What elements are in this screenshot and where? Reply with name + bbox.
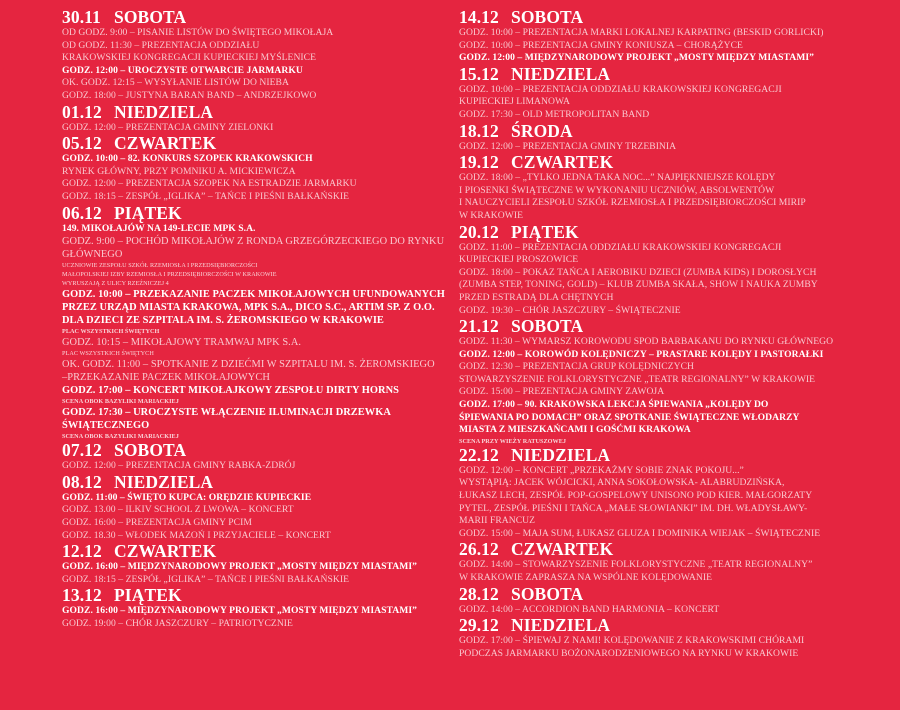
day-weekday: NIEDZIELA bbox=[114, 471, 214, 492]
day-weekday: SOBOTA bbox=[511, 316, 584, 337]
event-line: GODZ. 11:00 – PREZENTACJA ODDZIAŁU KRAKOWSKIEJ KONGREGACJI bbox=[459, 241, 782, 253]
event-note: PLAC WSZYSTKICH ŚWIĘTYCH bbox=[62, 350, 154, 358]
event-line: GODZ. 17:00 – 90. KRAKOWSKA LEKCJA ŚPIEWANIA „KOLĘDY DO bbox=[459, 399, 769, 411]
day-heading bbox=[62, 103, 442, 122]
day-date: 19.12 bbox=[459, 152, 499, 173]
day-date: 13.12 bbox=[62, 585, 102, 606]
day-block bbox=[62, 473, 442, 542]
event-line: PRZEZ URZĄD MIASTA KRAKOWA, MPK S.A., DICO S.C., ARTIM SP. Z O.O. bbox=[62, 302, 435, 314]
day-heading bbox=[459, 616, 899, 635]
event-line: GODZ. 12:00 – PREZENTACJA GMINY TRZEBINIA bbox=[459, 140, 677, 152]
day-date: 14.12 bbox=[459, 7, 499, 27]
day-date: 21.12 bbox=[459, 316, 499, 337]
event-line: GODZ. 19:30 – CHÓR JASZCZURY – ŚWIĄTECZNIE bbox=[459, 304, 681, 316]
schedule-column-right bbox=[459, 8, 899, 660]
event-note: PLAC WSZYSTKICH ŚWIĘTYCH bbox=[62, 328, 160, 336]
event-note: SCENA PRZY WIEŻY RATUSZOWEJ bbox=[459, 437, 567, 445]
day-heading bbox=[62, 473, 442, 492]
event-line: GODZ. 14:00 – ACCORDION BAND HARMONIA – KONCERT bbox=[459, 603, 720, 615]
schedule-column-left bbox=[62, 7, 445, 630]
day-heading bbox=[62, 441, 442, 460]
event-line: GODZ. 12:00 – KONCERT „PRZEKAŻMY SOBIE ZNAK POKOJU...” bbox=[459, 464, 744, 476]
day-heading bbox=[62, 586, 442, 605]
event-line: KRAKOWSKIEJ KONGREGACJI KUPIECKIEJ MYŚLENICE bbox=[62, 52, 317, 64]
event-line: GODZ. 10:00 – PREZENTACJA ODDZIAŁU KRAKOWSKIEJ KONGREGACJI bbox=[459, 83, 782, 95]
day-date: 29.12 bbox=[459, 615, 499, 636]
day-block bbox=[62, 202, 445, 442]
day-date: 28.12 bbox=[459, 583, 499, 604]
day-block bbox=[459, 616, 899, 660]
day-weekday: CZWARTEK bbox=[114, 541, 217, 562]
day-block bbox=[459, 585, 899, 617]
day-date: 26.12 bbox=[459, 539, 499, 560]
day-block bbox=[62, 586, 442, 630]
day-date: 07.12 bbox=[62, 440, 102, 461]
event-line: OK. GODZ. 12:15 – WYSYŁANIE LISTÓW DO NIEBA bbox=[62, 77, 289, 89]
day-date: 22.12 bbox=[459, 444, 499, 465]
event-line: GODZ. 18:15 – ZESPÓŁ „IGLIKA” – TAŃCE I PIEŚNI BAŁKAŃSKIE bbox=[62, 190, 350, 202]
event-line: OD GODZ. 11:30 – PREZENTACJA ODDZIAŁU bbox=[62, 39, 260, 51]
day-block bbox=[62, 8, 442, 103]
event-line: GODZ. 9:00 – POCHÓD MIKOŁAJÓW Z RONDA GRZEGÓRZECKIEGO DO RYNKU bbox=[62, 236, 445, 248]
event-line: W KRAKOWIE ZAPRASZA NA WSPÓLNE KOLĘDOWANIE bbox=[459, 572, 713, 583]
day-heading bbox=[459, 223, 899, 242]
event-line: GODZ. 17:00 – ŚPIEWAJ Z NAMI! KOLĘDOWANIE Z KRAKOWSKIMI CHÓRAMI bbox=[459, 635, 805, 647]
day-weekday: PIĄTEK bbox=[114, 585, 182, 606]
event-line: GODZ. 18:00 – POKAZ TAŃCA I AEROBIKU DZIECI (ZUMBA KIDS) I DOROSŁYCH bbox=[459, 266, 817, 278]
day-weekday: CZWARTEK bbox=[511, 152, 614, 173]
event-line: –PRZEKAZANIE PACZEK MIKOŁAJOWYCH bbox=[62, 372, 270, 384]
day-weekday: PIĄTEK bbox=[114, 202, 182, 223]
day-date: 08.12 bbox=[62, 471, 102, 492]
day-date: 12.12 bbox=[62, 541, 102, 562]
day-heading bbox=[459, 65, 899, 84]
event-line: PYTEL, ZESPÓŁ PIEŚNI I TAŃCA „MAŁE SŁOWIANKI” IM. DH. WŁADYSŁAWY- bbox=[459, 502, 808, 514]
day-block bbox=[459, 65, 899, 122]
event-line: GODZ. 14:00 – STOWARZYSZENIE FOLKLORYSTYCZNE „TEATR REGIONALNY” bbox=[459, 559, 813, 571]
day-weekday: SOBOTA bbox=[114, 7, 187, 27]
day-weekday: PIĄTEK bbox=[511, 221, 579, 242]
day-heading bbox=[459, 585, 899, 604]
event-line: MIASTA Z MIESZKAŃCAMI I GOŚĆMI KRAKOWA bbox=[459, 424, 691, 436]
event-note: SCENA OBOK BAZYLIKI MARIACKIEJ bbox=[62, 398, 179, 406]
day-block bbox=[459, 540, 899, 584]
event-line: DLA DZIECI ZE SZPITALA IM. S. ŻEROMSKIEGO W KRAKOWIE bbox=[62, 315, 384, 327]
event-line: GODZ. 15:00 – PREZENTACJA GMINY ZAWOJA bbox=[459, 386, 665, 398]
day-date: 05.12 bbox=[62, 133, 102, 154]
event-line: GODZ. 10:00 – PREZENTACJA MARKI LOKALNEJ KARPATING (BESKID GORLICKI) bbox=[459, 27, 824, 38]
day-weekday: CZWARTEK bbox=[511, 539, 614, 560]
event-line: ŚWIĄTECZNEGO bbox=[62, 420, 150, 432]
event-line: GODZ. 13.00 – ILKIV SCHOOL Z LWOWA – KONCERT bbox=[62, 504, 294, 516]
event-line: GODZ. 10:00 – PREZENTACJA GMINY KONIUSZA – CHORĄŻYCE bbox=[459, 39, 743, 51]
event-line: OK. GODZ. 11:00 – SPOTKANIE Z DZIEĆMI W SZPITALU IM. S. ŻEROMSKIEGO bbox=[62, 359, 435, 371]
day-weekday: ŚRODA bbox=[511, 120, 573, 141]
event-line: GODZ. 12:00 – PREZENTACJA SZOPEK NA ESTRADZIE JARMARKU bbox=[62, 178, 357, 190]
day-date: 18.12 bbox=[459, 120, 499, 141]
event-line: GODZ. 17:00 – KONCERT MIKOŁAJKOWY ZESPOŁU DIRTY HORNS bbox=[62, 385, 399, 397]
day-weekday: SOBOTA bbox=[511, 583, 584, 604]
event-line: ŚPIEWANIA PO DOMACH” ORAZ SPOTKANIE ŚWIĄTECZNE WŁODARZY bbox=[459, 411, 800, 423]
day-weekday: SOBOTA bbox=[511, 7, 584, 27]
event-line: GODZ. 12:30 – PREZENTACJA GRUP KOLĘDNICZYCH bbox=[459, 361, 695, 373]
event-line: GODZ. 18.30 – WŁODEK MAZOŃ I PRZYJACIELE – KONCERT bbox=[62, 529, 331, 541]
day-heading bbox=[459, 446, 899, 465]
day-block bbox=[459, 122, 899, 154]
event-note: MAŁOPOLSKIEJ IZBY RZEMIOSŁA I PRZEDSIĘBIORCZOŚCI W KRAKOWIE bbox=[62, 271, 277, 279]
event-line: I PIOSENKI ŚWIĄTECZNE W WYKONANIU UCZNIÓW, ABSOLWENTÓW bbox=[459, 184, 775, 196]
event-line: GODZ. 18:00 – JUSTYNA BARAN BAND – ANDRZEJKOWO bbox=[62, 89, 317, 101]
event-line: GODZ. 17:30 – UROCZYSTE WŁĄCZENIE ILUMINACJI DRZEWKA bbox=[62, 407, 391, 419]
day-weekday: NIEDZIELA bbox=[511, 63, 611, 84]
event-line: GODZ. 16:00 – MIĘDZYNARODOWY PROJEKT „MOSTY MIĘDZY MIASTAMI” bbox=[62, 561, 417, 573]
event-line: KUPIECKIEJ PROSZOWICE bbox=[459, 254, 579, 266]
event-line: W KRAKOWIE bbox=[459, 209, 524, 221]
day-block bbox=[62, 103, 442, 135]
event-line: OD GODZ. 9:00 – PISANIE LISTÓW DO ŚWIĘTEGO MIKOŁAJA bbox=[62, 27, 334, 38]
day-block bbox=[459, 317, 899, 446]
event-note: SCENA OBOK BAZYLIKI MARIACKIEJ bbox=[62, 433, 179, 441]
day-heading bbox=[62, 204, 442, 223]
day-date: 15.12 bbox=[459, 63, 499, 84]
event-line: MARII FRANCUZ bbox=[459, 515, 536, 527]
day-block bbox=[62, 134, 442, 203]
event-line: GODZ. 18:15 – ZESPÓŁ „IGLIKA” – TAŃCE I PIEŚNI BAŁKAŃSKIE bbox=[62, 573, 350, 585]
event-line: GODZ. 10:15 – MIKOŁAJOWY TRAMWAJ MPK S.A. bbox=[62, 337, 302, 349]
event-line: GŁÓWNEGO bbox=[62, 249, 123, 261]
event-line: GODZ. 11:00 – ŚWIĘTO KUPCA: ORĘDZIE KUPIECKIE bbox=[62, 491, 312, 503]
event-line: (ZUMBA STEP, TONING, GOLD) – KLUB ZUMBA SKAŁA, SHOW I NAUKA ZUMBY bbox=[459, 279, 818, 291]
day-weekday: SOBOTA bbox=[114, 440, 187, 461]
event-note: UCZNIOWIE ZESPOŁU SZKÓŁ RZEMIOSŁA I PRZEDSIĘBIORCZOŚCI bbox=[62, 262, 258, 270]
day-weekday: NIEDZIELA bbox=[511, 444, 611, 465]
day-heading bbox=[459, 8, 899, 27]
event-line: GODZ. 10:00 – PRZEKAZANIE PACZEK MIKOŁAJOWYCH UFUNDOWANYCH bbox=[62, 289, 445, 301]
day-heading bbox=[62, 542, 442, 561]
day-heading bbox=[62, 134, 442, 153]
day-weekday: NIEDZIELA bbox=[511, 615, 611, 636]
day-block bbox=[459, 223, 899, 318]
day-block bbox=[62, 542, 442, 586]
day-block bbox=[62, 441, 442, 473]
event-note: WYRUSZAJĄ Z ULICY RZEŹNICZEJ 4 bbox=[62, 280, 169, 288]
event-line: WYSTĄPIĄ: JACEK WÓJCICKI, ANNA SOKOŁOWSKA- ALABRUDZIŃSKA, bbox=[459, 477, 785, 489]
day-heading bbox=[459, 540, 899, 559]
day-block bbox=[459, 8, 899, 65]
event-line: STOWARZYSZENIE FOLKLORYSTYCZNE „TEATR REGIONALNY” W KRAKOWIE bbox=[459, 373, 816, 385]
event-line: GODZ. 16:00 – PREZENTACJA GMINY PCIM bbox=[62, 516, 252, 528]
event-line: GODZ. 16:00 – MIĘDZYNARODOWY PROJEKT „MOSTY MIĘDZY MIASTAMI” bbox=[62, 605, 417, 617]
event-line: GODZ. 11:30 – WYMARSZ KOROWODU SPOD BARBAKANU DO RYNKU GŁÓWNEGO bbox=[459, 336, 834, 348]
day-block bbox=[459, 153, 899, 222]
event-line: I NAUCZYCIELI ZESPOŁU SZKÓŁ RZEMIOSŁA I PRZEDSIĘBIORCZOŚCI MIRIP bbox=[459, 197, 806, 209]
day-heading bbox=[62, 8, 442, 27]
day-date: 20.12 bbox=[459, 221, 499, 242]
event-line: PRZED ESTRADĄ DLA CHĘTNYCH bbox=[459, 291, 614, 303]
event-line: ŁUKASZ LECH, ZESPÓŁ POP-GOSPELOWY UNISONO POD KIER. MAŁGORZATY bbox=[459, 490, 813, 502]
day-heading bbox=[459, 122, 899, 141]
event-line: PODCZAS JARMARKU BOŻONARODZENIOWEGO NA RYNKU W KRAKOWIE bbox=[459, 647, 799, 659]
event-line: GODZ. 10:00 – 82. KONKURS SZOPEK KRAKOWSKICH bbox=[62, 153, 313, 165]
event-line: GODZ. 12:00 – PREZENTACJA GMINY RABKA-ZDRÓJ bbox=[62, 460, 296, 472]
event-line: GODZ. 19:00 – CHÓR JASZCZURY – PATRIOTYCZNIE bbox=[62, 617, 293, 629]
day-weekday: NIEDZIELA bbox=[114, 101, 214, 122]
day-date: 30.11 bbox=[62, 7, 101, 27]
event-line: GODZ. 12:00 – KOROWÓD KOLĘDNICZY – PRASTARE KOLĘDY I PASTORAŁKI bbox=[459, 348, 824, 360]
day-block bbox=[459, 446, 899, 541]
day-date: 01.12 bbox=[62, 101, 102, 122]
event-line: RYNEK GŁÓWNY, PRZY POMNIKU A. MICKIEWICZA bbox=[62, 165, 296, 177]
day-heading bbox=[459, 317, 899, 336]
event-line: GODZ. 15:00 – MAJA SUM, ŁUKASZ GLUZA I DOMINIKA WIEJAK – ŚWIĄTECZNIE bbox=[459, 527, 821, 539]
event-line: KUPIECKIEJ LIMANOWA bbox=[459, 96, 571, 108]
event-line: 149. MIKOŁAJÓW NA 149-LECIE MPK S.A. bbox=[62, 222, 256, 234]
day-weekday: CZWARTEK bbox=[114, 133, 217, 154]
event-line: GODZ. 18:00 – „TYLKO JEDNA TAKA NOC...” NAJPIĘKNIEJSZE KOLĘDY bbox=[459, 172, 776, 184]
event-line: GODZ. 12:00 – UROCZYSTE OTWARCIE JARMARKU bbox=[62, 64, 303, 76]
event-line: GODZ. 17:30 – OLD METROPOLITAN BAND bbox=[459, 108, 650, 120]
day-date: 06.12 bbox=[62, 202, 102, 223]
event-line: GODZ. 12:00 – MIĘDZYNARODOWY PROJEKT „MOSTY MIĘDZY MIASTAMI” bbox=[459, 52, 814, 64]
day-heading bbox=[459, 153, 899, 172]
event-line: GODZ. 12:00 – PREZENTACJA GMINY ZIELONKI bbox=[62, 121, 274, 133]
